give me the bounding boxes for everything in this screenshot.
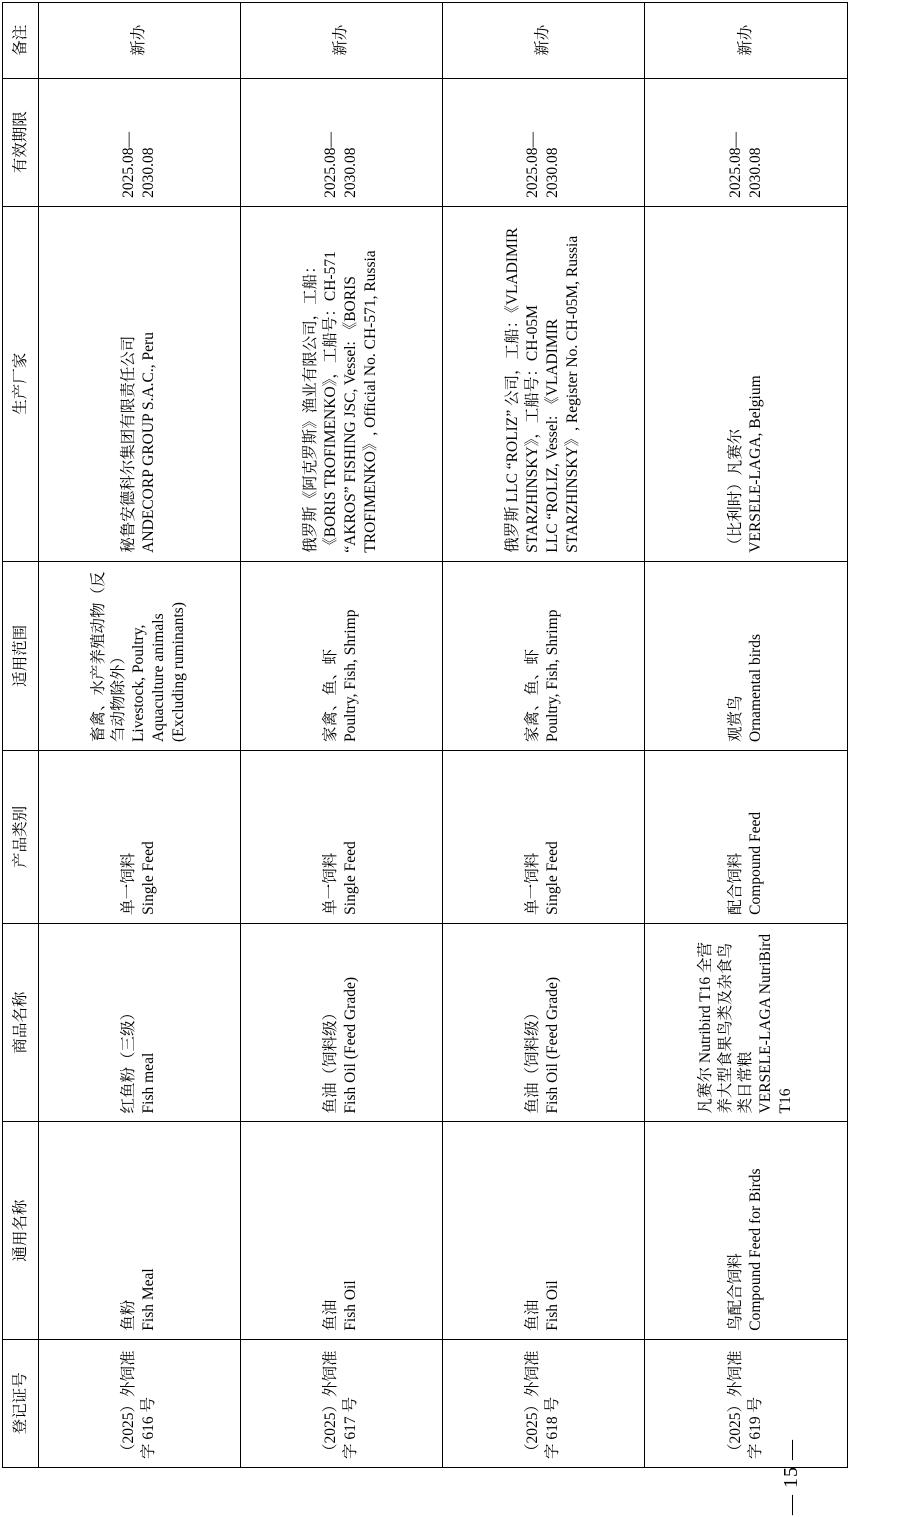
page-number: — 15 — [780, 1439, 802, 1515]
validity-cell: 2025.08— 2030.08 [442, 78, 644, 206]
header-cell: 商品名称 [3, 923, 39, 1122]
remark-cell: 新办 [442, 3, 644, 79]
category-cell: 单一饲料 Single Feed [240, 751, 442, 924]
category-cell: 单一饲料 Single Feed [39, 751, 241, 924]
manufacturer-cell: 俄罗斯 LLC “ROLIZ” 公司，工船：《VLADIMIR STARZHINSKY》，工船号：CH-05M LLC “ROLIZ, Vessel: 《VLADIMIR STARZHINSKY》, Register No. CH-05M, Russia [442, 206, 644, 561]
header-cell: 有效期限 [3, 78, 39, 206]
validity-cell: 2025.08— 2030.08 [240, 78, 442, 206]
category-cell: 单一饲料 Single Feed [442, 751, 644, 924]
scope-cell: 畜禽、水产养殖动物（反刍动物除外） Livestock, Poultry, Aquaculture animals (Excluding ruminants) [39, 561, 241, 750]
header-cell: 适用范围 [3, 561, 39, 750]
reg-no-cell: （2025）外饲准字 616 号 [39, 1339, 241, 1467]
header-cell: 生产厂家 [3, 206, 39, 561]
scope-cell: 观赏鸟 Ornamental birds [644, 561, 847, 750]
common-name-cell: 鱼油 Fish Oil [240, 1122, 442, 1339]
reg-no-cell: （2025）外饲准字 617 号 [240, 1339, 442, 1467]
header-row [3, 3, 39, 1468]
table-row [644, 3, 847, 1468]
header-cell: 备注 [3, 3, 39, 79]
trade-name-cell: 凡赛尔 Nutribird T16 全营养大型食果鸟类及杂食鸟类日常粮 VERSELE-LAGA NutriBird T16 [644, 923, 847, 1122]
remark-cell: 新办 [39, 3, 241, 79]
table-row [240, 3, 442, 1468]
manufacturer-cell: （比利时）凡赛尔 VERSELE-LAGA, Belgium [644, 206, 847, 561]
registration-table [2, 2, 848, 1468]
remark-cell: 新办 [240, 3, 442, 79]
scope-cell: 家禽、鱼、虾 Poultry, Fish, Shrimp [442, 561, 644, 750]
manufacturer-cell: 秘鲁安德科尔集团有限责任公司 ANDECORP GROUP S.A.C., Peru [39, 206, 241, 561]
header-cell: 通用名称 [3, 1122, 39, 1339]
reg-no-cell: （2025）外饲准字 618 号 [442, 1339, 644, 1467]
manufacturer-cell: 俄罗斯《阿克罗斯》渔业有限公司，工船：《BORIS TROFIMENKO》，工船号：CH-571 “AKROS” FISHING JSC, Vessel: 《BORIS TROFIMENKO》, Official No. CH-571, Russia [240, 206, 442, 561]
table-row [39, 3, 241, 1468]
validity-cell: 2025.08— 2030.08 [39, 78, 241, 206]
validity-cell: 2025.08— 2030.08 [644, 78, 847, 206]
common-name-cell: 鱼粉 Fish Meal [39, 1122, 241, 1339]
category-cell: 配合饲料 Compound Feed [644, 751, 847, 924]
scope-cell: 家禽、鱼、虾 Poultry, Fish, Shrimp [240, 561, 442, 750]
trade-name-cell: 红鱼粉（三级） Fish meal [39, 923, 241, 1122]
reg-no-cell: （2025）外饲准字 619 号 [644, 1339, 847, 1467]
trade-name-cell: 鱼油（饲料级） Fish Oil (Feed Grade) [442, 923, 644, 1122]
remark-cell: 新办 [644, 3, 847, 79]
header-cell: 产品类别 [3, 751, 39, 924]
trade-name-cell: 鱼油（饲料级） Fish Oil (Feed Grade) [240, 923, 442, 1122]
table-row [442, 3, 644, 1468]
common-name-cell: 鱼油 Fish Oil [442, 1122, 644, 1339]
header-cell: 登记证号 [3, 1339, 39, 1467]
common-name-cell: 鸟配合饲料 Compound Feed for Birds [644, 1122, 847, 1339]
